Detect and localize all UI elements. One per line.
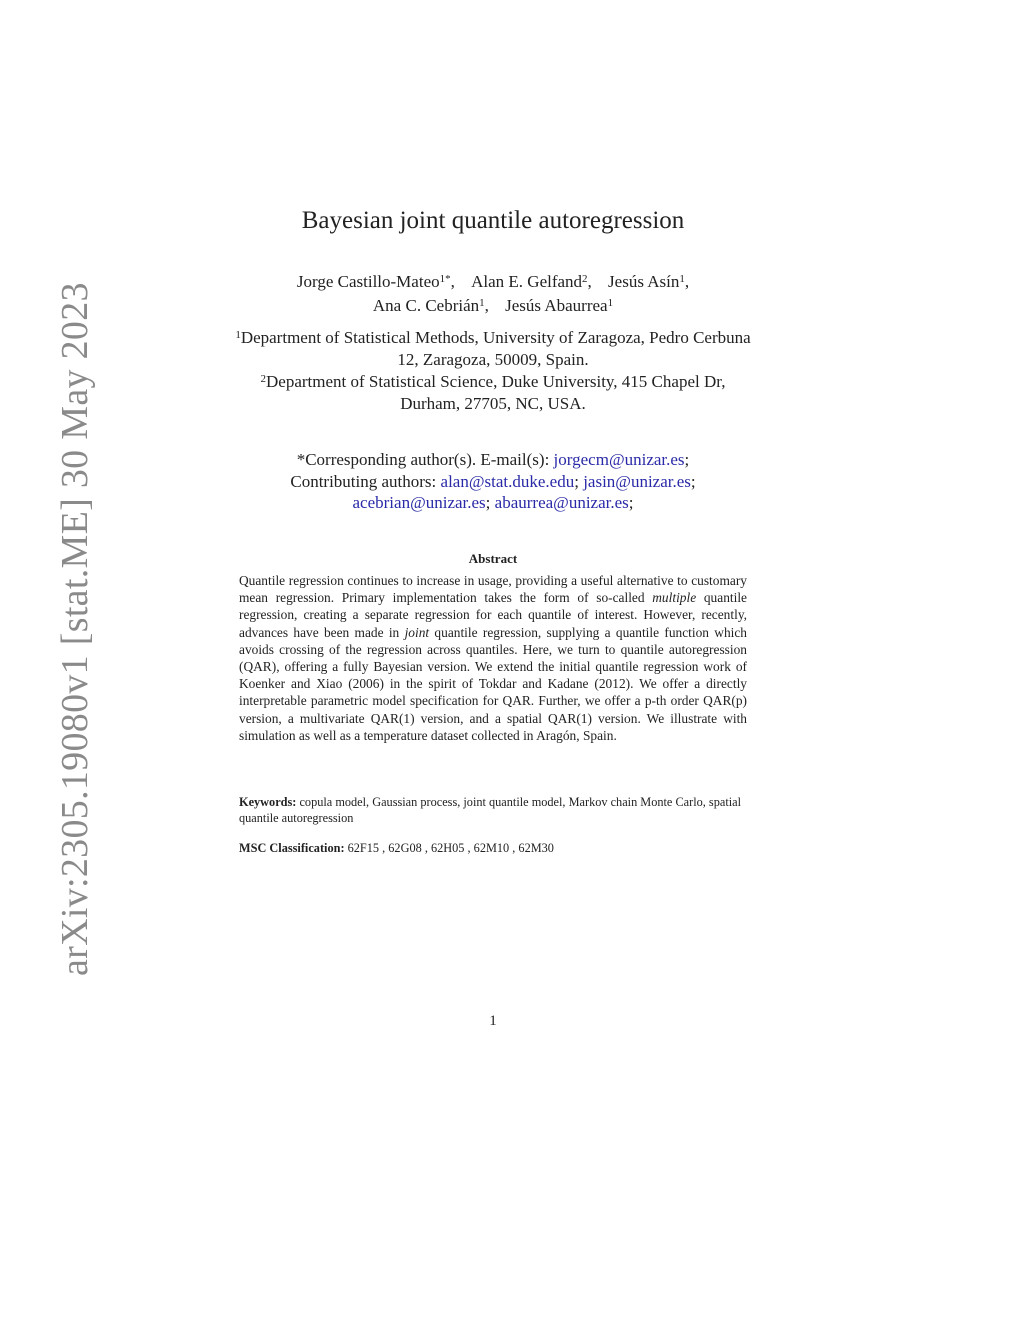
author-name: Jorge Castillo-Mateo [296,272,440,291]
author [373,296,489,315]
msc-codes: 62F15 , 62G08 , 62H05 , 62M10 , 62M30 [347,841,554,855]
paper-title: Bayesian joint quantile autoregression [301,207,685,234]
affiliation-text: Department of Statistical Science, Duke University, 415 Chapel Dr, Durham, 27705, NC, USA. [266,372,726,413]
keywords-text: copula model, Gaussian process, joint quantile model, Markov chain Monte Carlo, spatial quantile autoregression [239,795,742,825]
author-separator: , [684,272,690,291]
author-list [220,270,766,318]
email-link[interactable]: abaurrea@unizar.es [494,493,629,512]
contributing-line [230,471,756,493]
abstract-body [239,572,747,744]
affiliation-text: Department of Statistical Methods, University of Zaragoza, Pedro Cerbuna 12, Zaragoza, 50009, Spain. [240,328,751,369]
email-separator: ; [574,471,579,491]
author-affiliation-mark: 1 [607,297,614,309]
page-number: 1 [489,1013,497,1029]
abstract-text: quantile regression, supplying a quantile function which avoids crossing of the regression across quantiles. Here, we turn to quantile autoregression (QAR), offering a fully Bayesian version. We extend the initial quantile regression work of Koenker and Xiao (2006) in the spirit of Tokdar and Kadane (2012). We offer a directly interpretable parametric model specification for QAR. Further, we offer a p-th order QAR(p) version, a multivariate QAR(1) version, and a spatial QAR(1) version. We illustrate with simulation as well as a temperature dataset collected in Aragón, Spain. [239,624,748,743]
contributing-label: Contributing authors: [290,471,437,491]
author-name: Jesús Asín [608,272,680,291]
email-separator: ; [690,471,696,491]
corresponding-line [230,449,756,471]
author [505,296,613,315]
author [608,272,689,291]
abstract-emphasis: joint [404,624,430,640]
email-link[interactable]: alan@stat.duke.edu [440,471,575,491]
author-separator: , [484,296,489,315]
affiliation [230,327,756,371]
author-name: Ana C. Cebrián [372,296,480,315]
email-link[interactable]: jasin@unizar.es [583,471,691,491]
keywords-label: Keywords: [239,795,297,809]
author [297,272,455,291]
author-affiliation-mark: 2 [582,273,588,285]
abstract-text: quantile regression, creating a separate regression for each quantile of interest. However, recently, advances have been made in [239,590,747,640]
email-separator: ; [684,450,690,469]
msc-classification [239,841,747,857]
msc-label: MSC Classification: [239,841,345,855]
affiliations [230,327,756,415]
email-separator: ; [485,493,491,512]
keywords [239,795,747,826]
email-separator: ; [628,493,634,512]
author-name: Alan E. Gelfand [471,272,583,291]
author-separator: , [450,272,455,291]
author [471,272,592,291]
author-affiliation-mark: 1* [439,273,451,285]
contributing-line-continued [230,492,756,514]
affiliation-mark: 2 [260,373,267,385]
author-name: Jesús Abaurrea [505,296,608,315]
corresponding-label: *Corresponding author(s). E-mail(s): [296,450,550,469]
author-affiliation-mark: 1 [679,273,685,285]
author-affiliation-mark: 1 [479,297,485,309]
author-separator: , [587,272,592,291]
email-link[interactable]: jorgecm@unizar.es [553,450,685,469]
abstract-emphasis: multiple [652,590,697,606]
affiliation [230,371,756,415]
arxiv-stamp-text: arXiv:2305.19080v1 [stat.ME] 30 May 2023 [54,282,96,976]
abstract-heading: Abstract [468,551,518,566]
correspondence-block [230,449,756,514]
email-link[interactable]: acebrian@unizar.es [352,493,486,512]
abstract-text: Quantile regression continues to increase in usage, providing a useful alternative to customary mean regression. Primary implementation takes the form of so-called [239,573,747,606]
affiliation-mark: 1 [235,329,241,341]
